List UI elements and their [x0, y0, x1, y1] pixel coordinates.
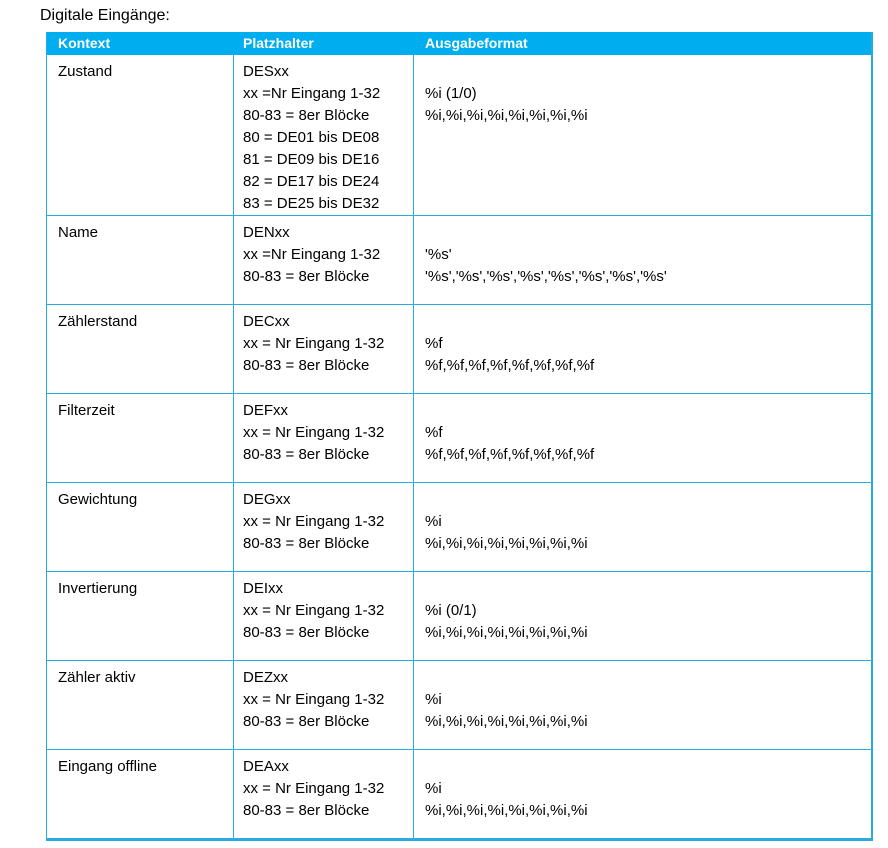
ausgabeformat-line: '%s': [425, 246, 452, 263]
platzhalter-line: 80-83 = 8er Blöcke: [243, 535, 370, 552]
kontext-label: Gewichtung: [58, 491, 138, 508]
platzhalter-line: 80-83 = 8er Blöcke: [243, 357, 370, 374]
cell-kontext: [47, 394, 234, 482]
platzhalter-line: xx =Nr Eingang 1-32: [243, 246, 381, 263]
ausgabeformat-line: %i: [425, 513, 442, 530]
ausgabeformat-line: %i,%i,%i,%i,%i,%i,%i,%i: [425, 802, 588, 819]
ausgabeformat-line: [425, 61, 871, 83]
platzhalter-line: xx = Nr Eingang 1-32: [243, 513, 385, 530]
ausgabeformat-line: [425, 400, 871, 422]
table-row: [47, 215, 871, 304]
platzhalter-line: 80-83 = 8er Blöcke: [243, 268, 370, 285]
cell-ausgabeformat: [414, 483, 871, 571]
platzhalter-line: 80-83 = 8er Blöcke: [243, 802, 370, 819]
cell-kontext: [47, 572, 234, 660]
ausgabeformat-line: [425, 489, 871, 511]
cell-ausgabeformat: [414, 661, 871, 749]
platzhalter-line: DESxx: [243, 63, 289, 80]
platzhalter-line: xx =Nr Eingang 1-32: [243, 85, 381, 102]
platzhalter-line: 83 = DE25 bis DE32: [243, 195, 380, 212]
kontext-label: Zustand: [58, 63, 113, 80]
ausgabeformat-line: %i (1/0): [425, 85, 477, 102]
platzhalter-line: DEZxx: [243, 669, 288, 686]
cell-kontext: [47, 305, 234, 393]
table-body: [47, 55, 871, 838]
column-header-platzhalter: Platzhalter: [243, 35, 314, 51]
cell-platzhalter: [234, 55, 414, 215]
table-row: [47, 660, 871, 749]
column-header-ausgabeformat: Ausgabeformat: [425, 35, 528, 51]
ausgabeformat-line: [425, 311, 871, 333]
ausgabeformat-line: [425, 222, 871, 244]
ausgabeformat-line: %i,%i,%i,%i,%i,%i,%i,%i: [425, 713, 588, 730]
table-row: [47, 393, 871, 482]
table-row: [47, 304, 871, 393]
kontext-label: Filterzeit: [58, 402, 115, 419]
cell-kontext: [47, 750, 234, 838]
platzhalter-line: xx = Nr Eingang 1-32: [243, 691, 385, 708]
ausgabeformat-line: %i: [425, 780, 442, 797]
column-header-kontext: Kontext: [58, 35, 111, 51]
cell-kontext: [47, 55, 234, 215]
ausgabeformat-line: %f: [425, 424, 443, 441]
cell-platzhalter: [234, 394, 414, 482]
cell-ausgabeformat: [414, 216, 871, 304]
platzhalter-line: xx = Nr Eingang 1-32: [243, 780, 385, 797]
cell-ausgabeformat: [414, 305, 871, 393]
platzhalter-line: xx = Nr Eingang 1-32: [243, 602, 385, 619]
cell-kontext: [47, 216, 234, 304]
cell-platzhalter: [234, 661, 414, 749]
ausgabeformat-line: [425, 578, 871, 600]
cell-kontext: [47, 661, 234, 749]
cell-ausgabeformat: [414, 394, 871, 482]
cell-platzhalter: [234, 483, 414, 571]
page-title: Digitale Eingänge:: [40, 7, 170, 24]
platzhalter-line: DEGxx: [243, 491, 291, 508]
platzhalter-line: 81 = DE09 bis DE16: [243, 151, 380, 168]
cell-platzhalter: [234, 305, 414, 393]
platzhalter-line: 80-83 = 8er Blöcke: [243, 107, 370, 124]
table-header-row: [47, 32, 871, 55]
platzhalter-line: DEIxx: [243, 580, 284, 597]
cell-platzhalter: [234, 750, 414, 838]
platzhalter-line: xx = Nr Eingang 1-32: [243, 424, 385, 441]
ausgabeformat-line: %i,%i,%i,%i,%i,%i,%i,%i: [425, 107, 588, 124]
platzhalter-line: 80-83 = 8er Blöcke: [243, 446, 370, 463]
kontext-label: Zählerstand: [58, 313, 138, 330]
ausgabeformat-line: [425, 667, 871, 689]
platzhalter-line: 80-83 = 8er Blöcke: [243, 713, 370, 730]
table-row: [47, 571, 871, 660]
table-row: [47, 482, 871, 571]
platzhalter-line: xx = Nr Eingang 1-32: [243, 335, 385, 352]
kontext-label: Name: [58, 224, 99, 241]
cell-platzhalter: [234, 216, 414, 304]
ausgabeformat-line: [425, 756, 871, 778]
ausgabeformat-line: %i,%i,%i,%i,%i,%i,%i,%i: [425, 535, 588, 552]
cell-ausgabeformat: [414, 55, 871, 215]
cell-kontext: [47, 483, 234, 571]
table-row: [47, 55, 871, 215]
cell-platzhalter: [234, 572, 414, 660]
platzhalter-line: DEFxx: [243, 402, 288, 419]
kontext-label: Eingang offline: [58, 758, 157, 775]
platzhalter-line: DEAxx: [243, 758, 289, 775]
digital-inputs-table: [46, 32, 873, 841]
cell-ausgabeformat: [414, 572, 871, 660]
ausgabeformat-line: %f: [425, 335, 443, 352]
kontext-label: Invertierung: [58, 580, 138, 597]
ausgabeformat-line: '%s','%s','%s','%s','%s','%s','%s','%s': [425, 268, 667, 285]
ausgabeformat-line: %f,%f,%f,%f,%f,%f,%f,%f: [425, 446, 595, 463]
ausgabeformat-line: %i,%i,%i,%i,%i,%i,%i,%i: [425, 624, 588, 641]
cell-ausgabeformat: [414, 750, 871, 838]
platzhalter-line: DENxx: [243, 224, 290, 241]
ausgabeformat-line: %f,%f,%f,%f,%f,%f,%f,%f: [425, 357, 595, 374]
platzhalter-line: DECxx: [243, 313, 290, 330]
platzhalter-line: 80 = DE01 bis DE08: [243, 129, 380, 146]
ausgabeformat-line: %i (0/1): [425, 602, 477, 619]
ausgabeformat-line: %i: [425, 691, 442, 708]
platzhalter-line: 80-83 = 8er Blöcke: [243, 624, 370, 641]
platzhalter-line: 82 = DE17 bis DE24: [243, 173, 380, 190]
table-row: [47, 749, 871, 838]
kontext-label: Zähler aktiv: [58, 669, 136, 686]
